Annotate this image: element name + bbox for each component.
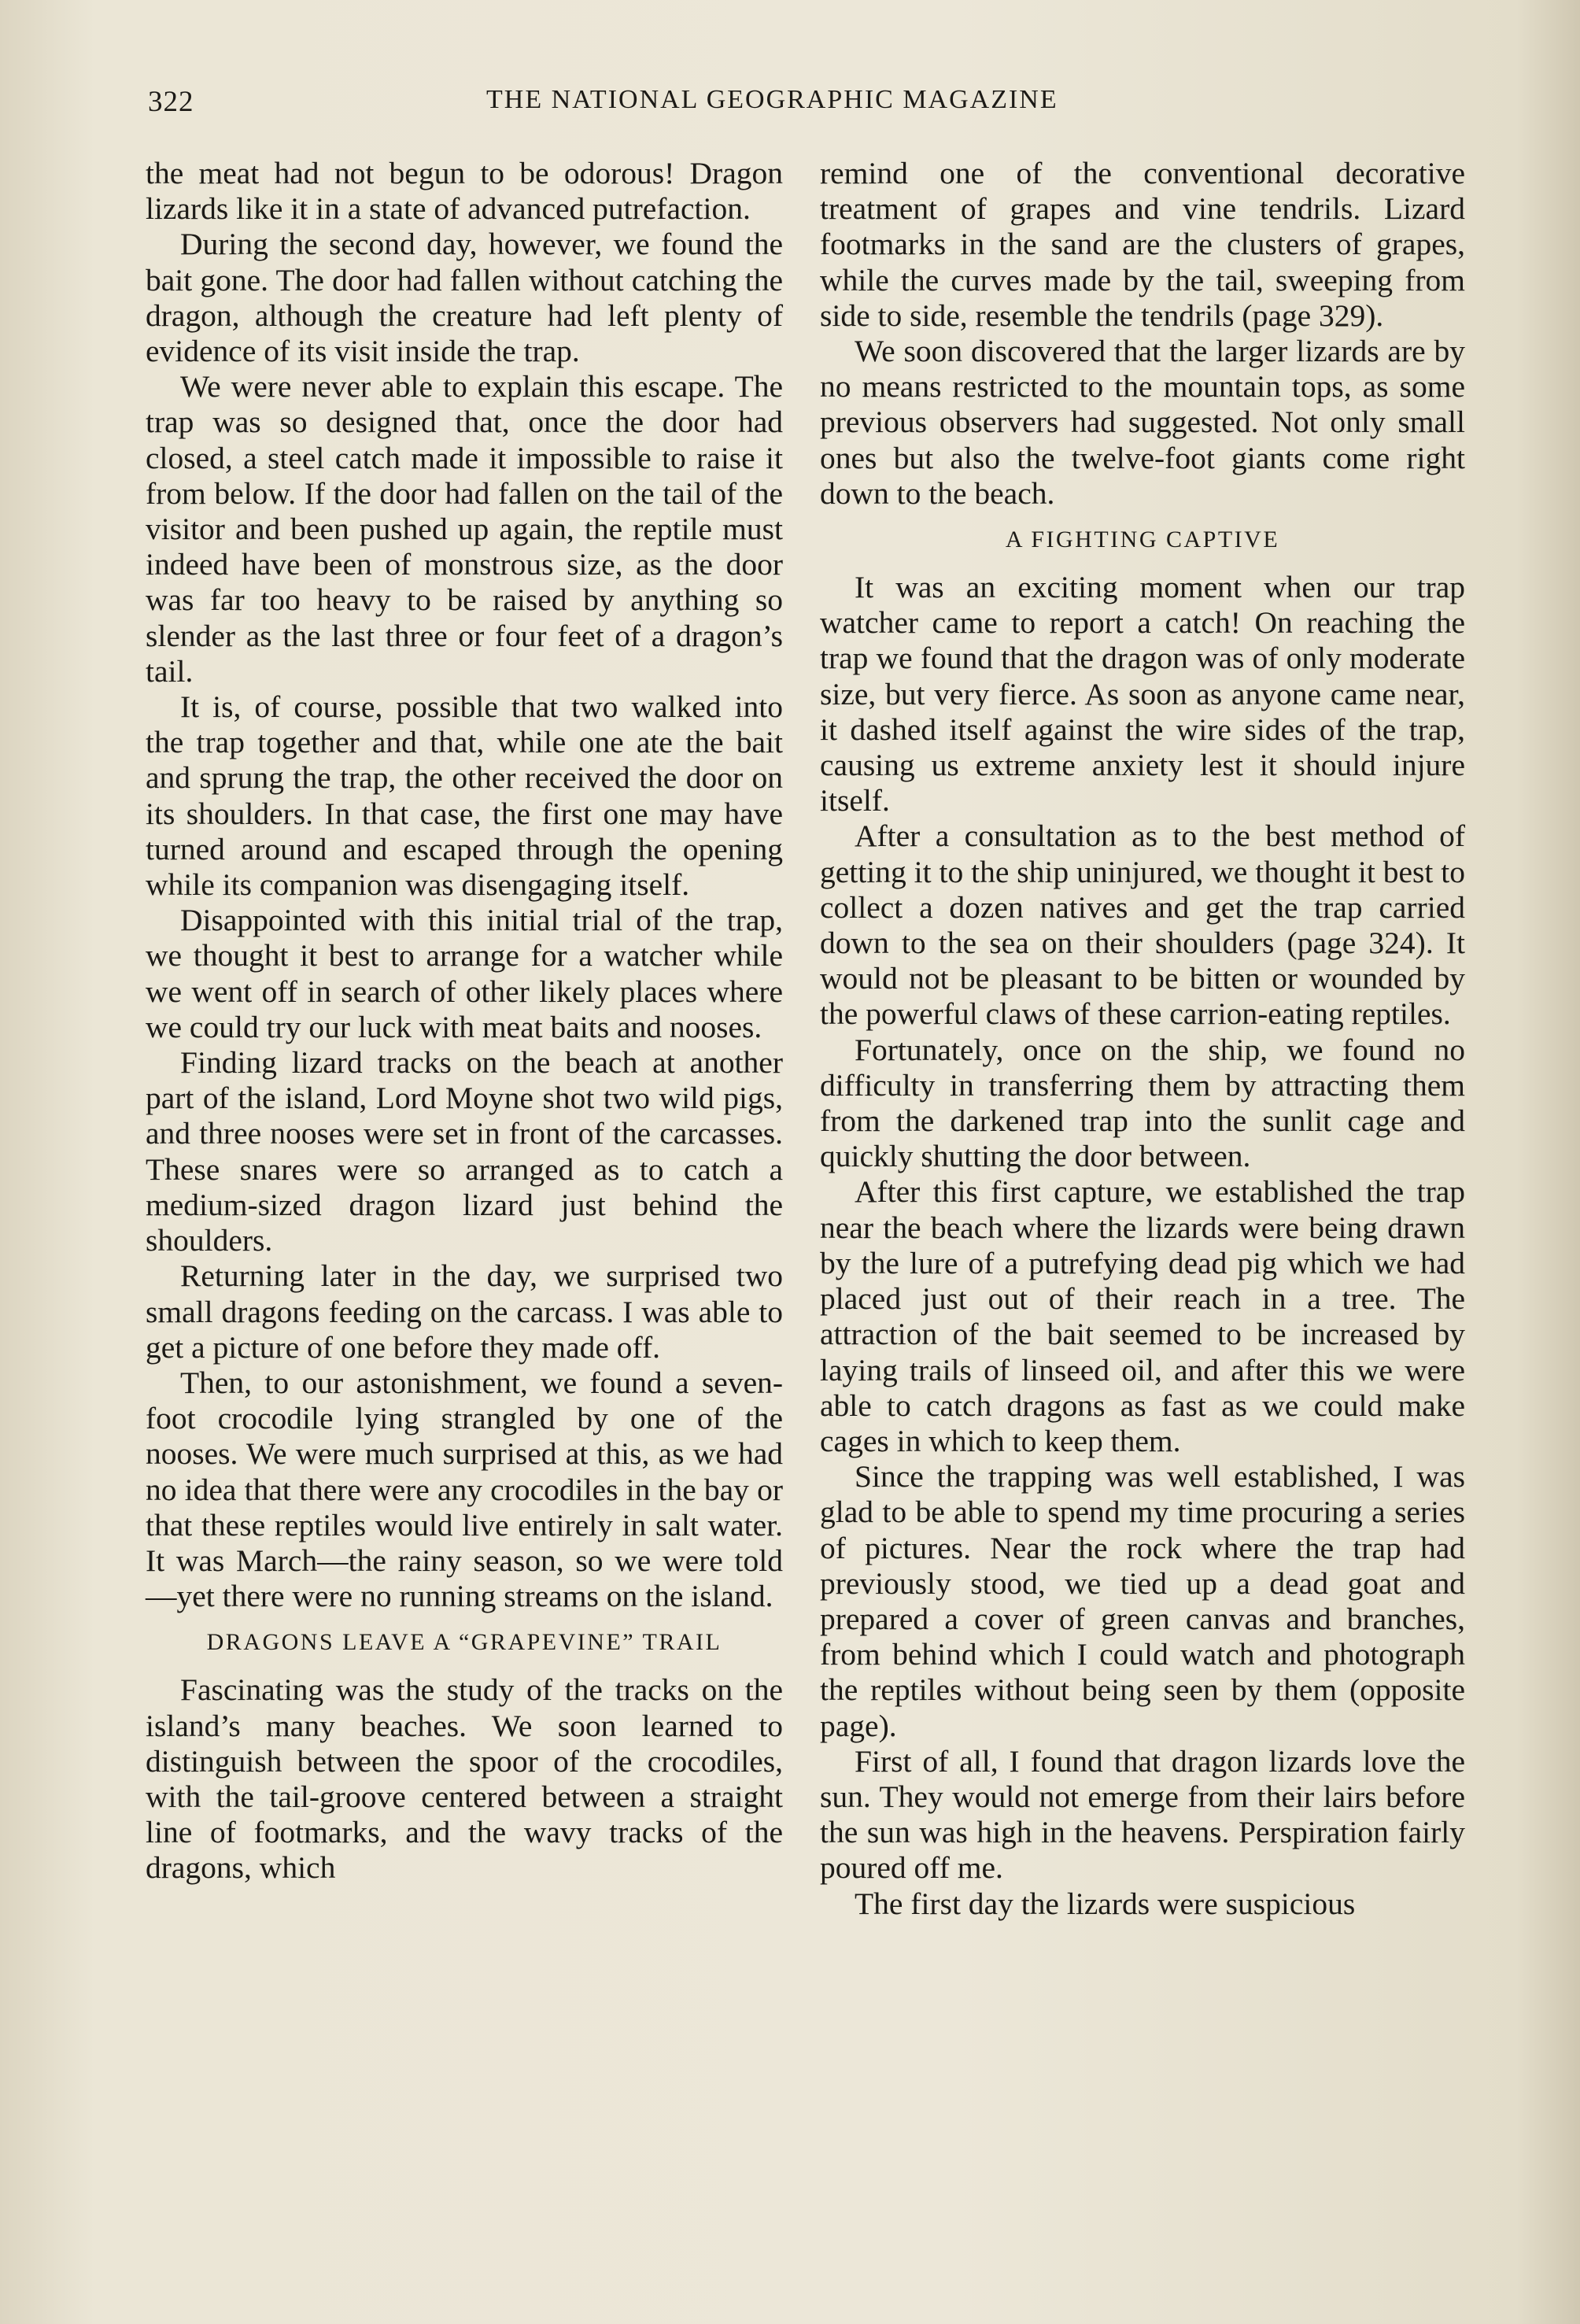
- paragraph: Disappointed with this initial trial of the trap, we thought it best to arrange for a watcher while we went off in search of other likely places where we could try our luck with meat baits and nooses.: [146, 903, 783, 1044]
- left-column: [146, 156, 783, 1886]
- paragraph: Then, to our astonishment, we found a seven-foot crocodile lying strangled by one of the nooses. We were much surprised at this, as we had no idea that there were any crocodiles in the bay or that these reptiles would live entirely in salt water. It was March—the rainy season, so we were told—yet there were no running streams on the island.: [146, 1365, 783, 1614]
- paragraph: After a consultation as to the best method of getting it to the ship uninjured, we thought it best to collect a dozen natives and get the trap carried down to the sea on their shoulders (page 324). It would not be pleasant to be bitten or wounded by the powerful claws of these carrion-eating reptiles.: [820, 818, 1465, 1032]
- paragraph: First of all, I found that dragon lizards love the sun. They would not emerge from their lairs before the sun was high in the heavens. Perspiration fairly poured off me.: [820, 1743, 1465, 1886]
- paragraph: During the second day, however, we found the bait gone. The door had fallen without catching the dragon, although the creature had left plenty of evidence of its visit inside the trap.: [146, 227, 783, 369]
- paragraph: remind one of the conventional decorative treatment of grapes and vine tendrils. Lizard footmarks in the sand are the clusters of grapes, while the curves made by the tail, sweeping from side to side, resemble the tendrils (page 329).: [820, 156, 1465, 333]
- running-head: THE NATIONAL GEOGRAPHIC MAGAZINE: [486, 85, 1058, 114]
- page-header: [148, 85, 1525, 124]
- paragraph: We were never able to explain this escape. The trap was so designed that, once the door had closed, a steel catch made it impossible to raise it from below. If the door had fallen on the tail of the visitor and been pushed up again, the reptile must indeed have been of monstrous size, as the door was far too heavy to be raised by anything so slender as the last three or four feet of a dragon’s tail.: [146, 369, 783, 689]
- paragraph: Fortunately, once on the ship, we found no difficulty in transferring them by attracting them from the darkened trap into the sunlit cage and quickly shutting the door between.: [820, 1032, 1465, 1174]
- paragraph: It is, of course, possible that two walked into the trap together and that, while one ate the bait and sprung the trap, the other received the door on its shoulders. In that case, the first one may have turned around and escaped through the opening while its companion was disengaging itself.: [146, 689, 783, 903]
- paragraph: We soon discovered that the larger lizards are by no means restricted to the mountain tops, as some previous observers had suggested. Not only small ones but also the twelve-foot giants come right down to the beach.: [820, 334, 1465, 511]
- paragraph: After this first capture, we established the trap near the beach where the lizards were being drawn by the lure of a putrefying dead pig which we had placed just out of their reach in a tree. The attraction of the bait seemed to be increased by laying trails of linseed oil, and after this we were able to catch dragons as fast as we could make cages in which to keep them.: [820, 1174, 1465, 1458]
- paragraph: Fascinating was the study of the tracks on the island’s many beaches. We soon learned to distinguish between the spoor of the crocodiles, with the tail-groove centered between a straight line of footmarks, and the wavy tracks of the dragons, which: [146, 1672, 783, 1886]
- page-number: 322: [148, 86, 194, 118]
- paragraph: Finding lizard tracks on the beach at another part of the island, Lord Moyne shot two wild pigs, and three nooses were set in front of the carcasses. These snares were so arranged as to catch a medium-sized dragon lizard just behind the shoulders.: [146, 1045, 783, 1258]
- right-column: [820, 156, 1465, 1922]
- section-heading: A FIGHTING CAPTIVE: [1005, 527, 1280, 553]
- paragraph: Returning later in the day, we surprised two small dragons feeding on the carcass. I was able to get a picture of one before they made off.: [146, 1258, 783, 1365]
- paragraph: Since the trapping was well established, I was glad to be able to spend my time procuring a series of pictures. Near the rock where the trap had previously stood, we tied up a dead goat and prepared a cover of green canvas and branches, from behind which I could watch and photograph the reptiles without being seen by them (opposite page).: [820, 1459, 1465, 1743]
- section-heading: DRAGONS LEAVE A “GRAPEVINE” TRAIL: [206, 1629, 722, 1656]
- paragraph: the meat had not begun to be odorous! Dragon lizards like it in a state of advanced putrefaction.: [146, 156, 783, 227]
- paragraph: It was an exciting moment when our trap watcher came to report a catch! On reaching the trap we found that the dragon was of only moderate size, but very fierce. As soon as anyone came near, it dashed itself against the wire sides of the trap, causing us extreme anxiety lest it should injure itself.: [820, 570, 1465, 818]
- paragraph: The first day the lizards were suspicious: [855, 1886, 1356, 1921]
